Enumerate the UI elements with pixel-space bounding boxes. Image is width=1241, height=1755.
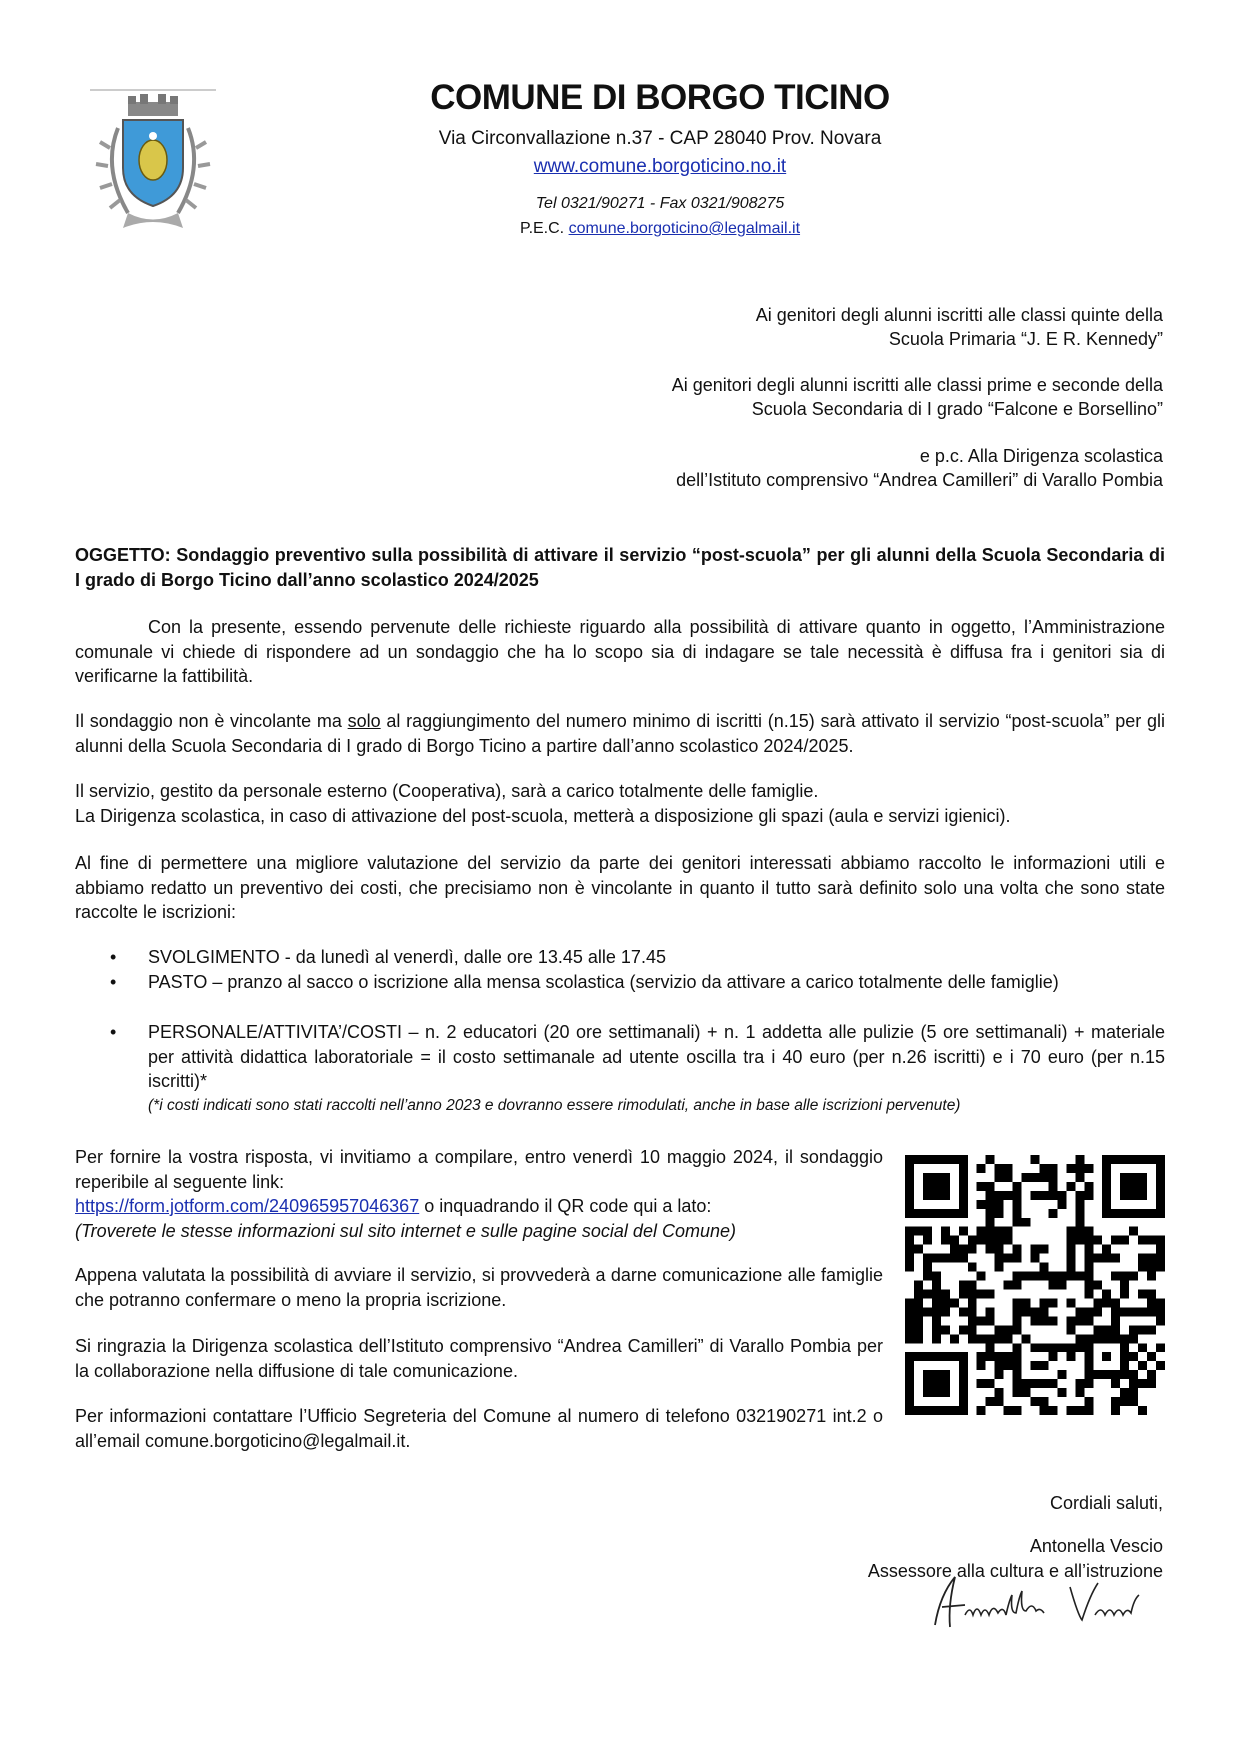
recipient-line: Ai genitori degli alunni iscritti alle classi quinte della	[755, 305, 1163, 325]
signer-role: Assessore alla cultura e all’istruzione	[867, 1561, 1163, 1581]
paragraph-cost-estimate: Al fine di permettere una migliore valutazione del servizio da parte dei genitori interessati abbiamo raccolto le informazioni utili e abbiamo redatto un preventivo dei costi, che precisiamo non è vincolante in quanto il tutto sarà definito solo una volta che sono state raccolte le iscrizioni:	[75, 853, 1165, 922]
paragraph-text: Per fornire la vostra risposta, vi invitiamo a compilare, entro venerdì 10 maggio 2024, il sondaggio reperibile al seguente link:	[75, 1147, 883, 1192]
recipient-block-cc	[463, 444, 1163, 492]
paragraph-text: al raggiungimento del numero minimo di iscritti (n.15) sarà attivato il servizio “post-scuola” per gli alunni della Scuola Secondaria di I grado di Borgo Ticino a partire dall’anno scolastico 2024/2025.	[75, 711, 1165, 756]
handwritten-signature	[920, 1565, 1150, 1635]
paragraph-text: Il servizio, gestito da personale esterno (Cooperativa), sarà a carico totalmente delle famiglie.	[75, 781, 819, 801]
paragraph-intro: Con la presente, essendo pervenute delle richieste riguardo alla possibilità di attivare quanto in oggetto, l’Amministrazione comunale vi chiede di rispondere ad un sondaggio che ha lo scopo sia di indagare se tale necessità è diffusa fra i genitori sia di verificarne la fattibilità.	[75, 617, 1165, 686]
cost-footnote: (*i costi indicati sono stati raccolti nell’anno 2023 e dovranno essere rimodulati, anche in base alle iscrizioni pervenute)	[148, 1097, 961, 1114]
paragraph-contact-info: Per informazioni contattare l’Ufficio Segreteria del Comune al numero di telefono 032190271 int.2 o all’email comune.borgoticino@legalmail.it.	[75, 1406, 883, 1451]
list-item	[110, 1020, 1165, 1094]
list-item-text: SVOLGIMENTO - da lunedì al venerdì, dalle ore 13.45 alle 17.45	[148, 947, 666, 967]
paragraph-text: o inquadrando il QR code qui a lato:	[424, 1196, 712, 1216]
recipient-block-secondary	[463, 373, 1163, 421]
paragraph-text: Il sondaggio non è vincolante ma	[75, 711, 342, 731]
recipient-line: Scuola Secondaria di I grado “Falcone e Borsellino”	[751, 399, 1163, 419]
paragraph-service-management	[75, 779, 1165, 828]
survey-form-link[interactable]: https://form.jotform.com/240965957046367	[75, 1196, 420, 1216]
list-item-text: PASTO – pranzo al sacco o iscrizione alla mensa scolastica (servizio da attivare a carico totalmente delle famiglie)	[148, 972, 1059, 992]
subject-line: OGGETTO: Sondaggio preventivo sulla possibilità di attivare il servizio “post-scuola” per gli alunni della Scuola Secondaria di I grado di Borgo Ticino dall’anno scolastico 2024/2025	[75, 545, 1165, 590]
list-item-text: PERSONALE/ATTIVITA’/COSTI – n. 2 educatori (20 ore settimanali) + n. 1 addetta alle pulizie (5 ore settimanali) + materiale per attività didattica laboratoriale = il costo settimanale ad utente oscilla tra i 40 euro (per n.26 iscritti) e i 70 euro (per n.15 iscritti)*	[148, 1022, 1165, 1091]
pec-email-link[interactable]: comune.borgoticino@legalmail.it	[568, 220, 801, 237]
paragraph-evaluation: Appena valutata la possibilità di avviare il servizio, si provvederà a darne comunicazione alle famiglie che potranno confermare o meno la propria iscrizione.	[75, 1265, 883, 1310]
paragraph-note: (Troverete le stesse informazioni sul sito internet e sulle pagine social del Comune)	[75, 1220, 736, 1241]
municipality-phone-fax: Tel 0321/90271 - Fax 0321/908275	[535, 195, 785, 212]
municipal-crest-logo	[88, 88, 218, 238]
paragraph-text: La Dirigenza scolastica, in caso di attivazione del post-scuola, metterà a disposizione gli spazi (aula e servizi igienici).	[75, 805, 1011, 826]
municipality-title: COMUNE DI BORGO TICINO	[430, 78, 890, 117]
bullet-icon: •	[110, 947, 117, 967]
paragraph-survey-conditions	[75, 709, 1165, 758]
recipient-line: dell’Istituto comprensivo “Andrea Camilleri” di Varallo Pombia	[676, 470, 1163, 490]
closing-greeting: Cordiali saluti,	[1049, 1493, 1163, 1513]
list-item	[110, 970, 1165, 995]
paragraph-thanks: Si ringrazia la Dirigenza scolastica dell’Istituto comprensivo “Andrea Camilleri” di Varallo Pombia per la collaborazione nella diffusione di tale comunicazione.	[75, 1336, 883, 1381]
recipient-line: Scuola Primaria “J. E R. Kennedy”	[888, 329, 1163, 349]
bullet-icon: •	[110, 1022, 117, 1042]
pec-label: P.E.C.	[519, 220, 565, 237]
qr-code-icon[interactable]	[905, 1155, 1165, 1415]
list-item	[110, 945, 1165, 970]
bullet-icon: •	[110, 972, 117, 992]
municipality-address: Via Circonvallazione n.37 - CAP 28040 Prov. Novara	[438, 128, 882, 149]
recipient-line: e p.c. Alla Dirigenza scolastica	[919, 446, 1163, 466]
paragraph-response-instructions	[75, 1145, 883, 1243]
underlined-word: solo	[347, 711, 381, 731]
signer-name: Antonella Vescio	[1029, 1536, 1163, 1556]
municipality-website-link[interactable]: www.comune.borgoticino.no.it	[533, 156, 787, 177]
recipient-line: Ai genitori degli alunni iscritti alle classi prime e seconde della	[671, 375, 1163, 395]
municipality-pec	[370, 220, 950, 238]
recipient-block-primary	[463, 303, 1163, 351]
